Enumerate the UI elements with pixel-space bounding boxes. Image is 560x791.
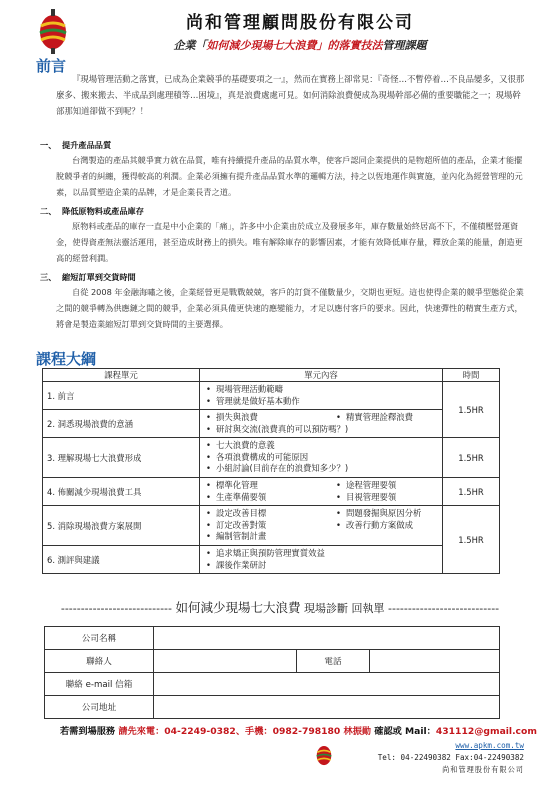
table-header-row xyxy=(43,369,500,382)
phone-field[interactable] xyxy=(370,650,500,673)
topic-heading-2: 二、 降低原物料或產品庫存 xyxy=(40,206,144,216)
unit-cell: 4. 佈關減少現場浪費工具 xyxy=(43,478,200,506)
contact-info: 若需到場服務 請先來電：04-2249-0382、手機：0982-798180 林振勛 確認或 Mail：431112@gmail.com xyxy=(60,726,537,737)
table-row xyxy=(43,438,500,478)
course-outline-table xyxy=(42,368,500,574)
company-name: 尚和管理顧問股份有限公司 xyxy=(186,13,414,33)
footer-phone: Tel: 04-22490382 Fax:04-22490382 xyxy=(377,753,524,762)
content-cell: • 現場管理活動範疇 • 管理就是做好基本動作 xyxy=(200,382,443,410)
content-cell: • 追求矯正與預防管理實質效益 • 課後作業研討 xyxy=(200,546,443,574)
address-field[interactable] xyxy=(154,696,500,719)
topic-body-2: 原物料或產品的庫存一直是中小企業的「痛」，許多中小企業由於成立及發展多年，庫存數量始終居高不下，不僅積壓營運資金，使得資產無法靈活運用，甚至造成財務上的損失。唯有解除庫存的影響因素，才能有效降低庫存量，釋放企業的能量，創造更高的經營利潤。 xyxy=(56,221,523,263)
table-row xyxy=(43,478,500,506)
table-row xyxy=(43,410,500,438)
header-unit: 課程單元 xyxy=(43,369,200,382)
unit-cell: 1. 前言 xyxy=(43,382,200,410)
time-cell: 1.5HR xyxy=(443,478,500,506)
time-cell: 1.5HR xyxy=(443,438,500,478)
header-content: 單元內容 xyxy=(200,369,443,382)
unit-cell: 5. 消除現場浪費方案展開 xyxy=(43,506,200,546)
topic-heading-1: 一、 提升產品品質 xyxy=(40,140,112,150)
company-name-label: 公司名稱 xyxy=(45,627,154,650)
contact-person-label: 聯絡人 xyxy=(45,650,154,673)
unit-cell: 3. 理解現場七大浪費形成 xyxy=(43,438,200,478)
unit-cell: 2. 洞悉現場浪費的意涵 xyxy=(43,410,200,438)
email-label: 聯絡 e-mail 信箱 xyxy=(45,673,154,696)
content-cell: • 設定改善目標 • 訂定改善對策 • 編制管制計畫 • 問題發掘與原因分析 • 改善行動方案做成 xyxy=(200,506,443,546)
table-row xyxy=(43,546,500,574)
content-cell: • 損失與浪費 • 精實管理詮釋浪費 • 研討與交流(浪費真的可以預防嗎？) xyxy=(200,410,443,438)
reply-form-title: ---------------------------- 如何減少現場七大浪費 現場診斷 回執單 ---------------------------- xyxy=(60,600,500,615)
section-title-course: 課程大綱 xyxy=(36,350,97,368)
course-subtitle: 企業「如何減少現場七大浪費」的落實技法管理課題 xyxy=(173,39,427,52)
content-cell: • 標準化管理 • 生產準備要領 • 途程管理要領 • 目視管理要領 xyxy=(200,478,443,506)
topic-body-3: 自從 2008 年金融海嘯之後，企業經營更是戰戰兢兢，客戶的訂貨不僅數量少，交期也更短。這也使得企業的競爭型態從企業之間的競爭轉為供應鏈之間的競爭，企業必須具備更快速的應變能力，才足以應付客戶的要求。因此，快速彈性的精實生產方式，將會是製造業縮短訂單到交貨時間的主要選擇。 xyxy=(56,287,524,329)
website-link[interactable]: www.apkm.com.tw xyxy=(455,741,524,750)
phone-label: 電話 xyxy=(297,650,370,673)
table-row xyxy=(43,506,500,546)
address-label: 公司地址 xyxy=(45,696,154,719)
email-field[interactable] xyxy=(154,673,500,696)
time-cell: 1.5HR xyxy=(443,382,500,438)
company-name-field[interactable] xyxy=(154,627,500,650)
contact-person-field[interactable] xyxy=(154,650,297,673)
footer-company: 尚和管理股份有限公司 xyxy=(442,765,524,774)
topic-body-1: 台灣製造的產品其競爭實力就在品質，唯有持續提升產品的品質水準，使客戶認同企業提供的是物超所值的產品，企業才能擺脫競爭者的糾纏，獲得較高的利潤。企業必須擁有提升產品品質水準的邏輯方法，持之以恆地運作與實施，並內化為經營管理的元素，以品質塑造企業的品牌，才是企業長青之道。 xyxy=(56,155,523,197)
content-cell: • 七大浪費的意義 • 各項浪費構成的可能原因 • 小組討論(目前存在的浪費知多少？) xyxy=(200,438,443,478)
header-time: 時間 xyxy=(443,369,500,382)
table-row xyxy=(43,382,500,410)
footer-logo xyxy=(314,741,334,769)
unit-cell: 6. 測評與建議 xyxy=(43,546,200,574)
topic-heading-3: 三、 縮短訂單到交貨時間 xyxy=(40,272,136,282)
company-logo xyxy=(36,6,70,56)
section-title-intro: 前言 xyxy=(36,57,67,75)
intro-paragraph: 『現場管理活動之落實，已成為企業競爭的基礎要項之一』，然而在實務上卻常見：『奇怪…不暫停着…不良品變多，又很那麼多、搬來搬去、半成品到處理積等…困境』，真是浪費處處可見。如何消除浪費便成為現場幹部必備的重要職能之一；現場幹部那知道卻做不到呢？！ xyxy=(56,74,525,116)
contact-email-link[interactable]: 431112@gmail.com xyxy=(435,726,537,737)
time-cell: 1.5HR xyxy=(443,506,500,574)
reply-form xyxy=(44,626,500,719)
